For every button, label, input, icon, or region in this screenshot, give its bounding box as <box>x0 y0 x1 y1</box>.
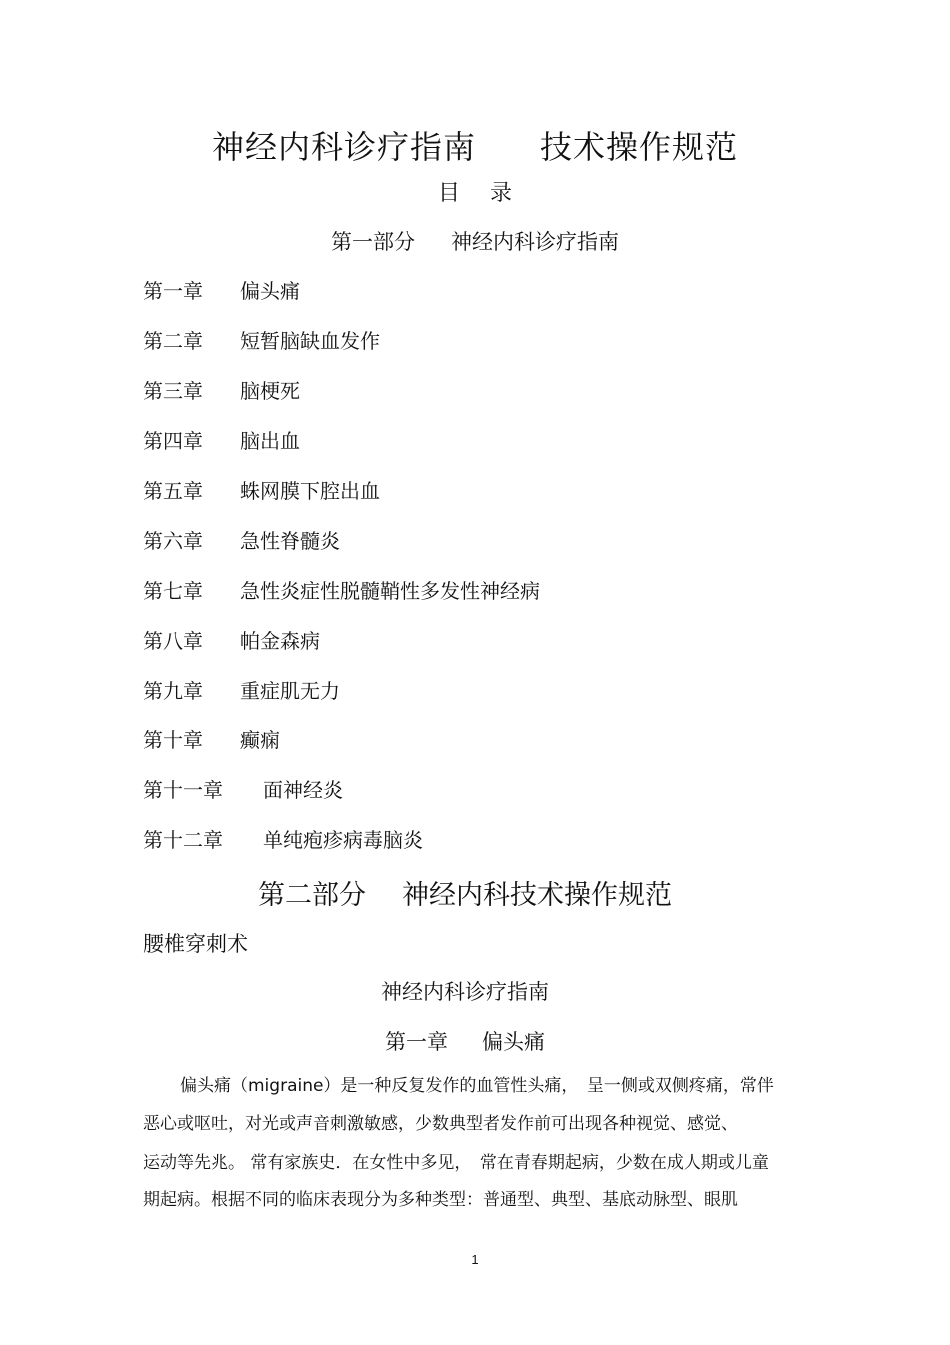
toc-entry: 第七章 急性炎症性脱髓鞘性多发性神经病 <box>143 579 540 603</box>
toc-entry: 第五章 蛛网膜下腔出血 <box>143 479 380 503</box>
title-right: 技术操作规范 <box>540 128 739 166</box>
paragraph-line: 运动等先兆。 常有家族史．在女性中多见， 常在青春期起病，少数在成人期或儿童 <box>143 1153 769 1173</box>
toc-entry: 第二章 短暂脑缺血发作 <box>143 329 380 353</box>
page-number: 1 <box>471 1252 479 1267</box>
toc-heading: 目 录 <box>437 181 513 206</box>
toc-entry: 第三章 脑梗死 <box>143 379 300 403</box>
toc-entry: 第四章 脑出血 <box>143 429 300 453</box>
section-title: 神经内科诊疗指南 <box>381 980 549 1004</box>
document-title <box>0 122 950 168</box>
toc-entry-lumbar: 腰椎穿刺术 <box>143 932 248 956</box>
paragraph-line: 偏头痛（migraine）是一种反复发作的血管性头痛， 呈一侧或双侧疼痛，常伴 <box>180 1076 774 1096</box>
paragraph-line: 恶心或呕吐，对光或声音刺激敏感，少数典型者发作前可出现各种视觉、感觉、 <box>143 1114 738 1134</box>
toc-entry: 第十二章 单纯疱疹病毒脑炎 <box>143 828 423 852</box>
toc-entry: 第十章 癫痫 <box>143 728 280 752</box>
paragraph-line: 期起病。根据不同的临床表现分为多种类型：普通型、典型、基底动脉型、眼肌 <box>143 1190 738 1210</box>
toc-entry: 第九章 重症肌无力 <box>143 679 340 703</box>
title-left: 神经内科诊疗指南 <box>211 128 476 166</box>
toc-entry: 第一章 偏头痛 <box>143 279 300 303</box>
part-two-heading: 第二部分 神经内科技术操作规范 <box>258 880 672 911</box>
toc-entry: 第八章 帕金森病 <box>143 629 320 653</box>
toc-entry: 第十一章 面神经炎 <box>143 778 343 802</box>
toc-entry: 第六章 急性脊髓炎 <box>143 529 340 553</box>
chapter-heading: 第一章 偏头痛 <box>385 1030 545 1054</box>
part-one-heading: 第一部分 神经内科诊疗指南 <box>331 230 619 254</box>
